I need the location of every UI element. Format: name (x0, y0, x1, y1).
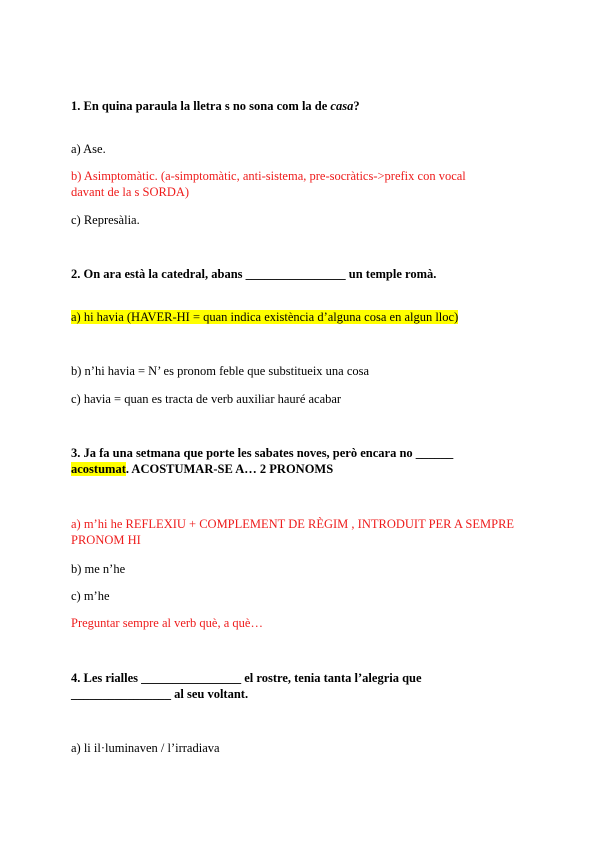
question-3-option-b: b) me n’he (71, 562, 126, 576)
question-3-highlight: acostumat (71, 462, 126, 476)
question-1-title (71, 98, 541, 114)
question-3-title-cont (71, 461, 541, 477)
question-4-title-cont: ________________ al seu voltant. (71, 687, 249, 701)
question-1-title-emphasis: casa (330, 99, 354, 113)
question-2-option-a (71, 309, 541, 325)
question-2-option-c: c) havia = quan es tracta de verb auxiliar hauré acabar (71, 392, 342, 406)
question-4-option-a: a) li il·luminaven / l’irradiava (71, 741, 220, 755)
question-3-option-a: a) m’hi he REFLEXIU + COMPLEMENT DE RÈGIM , INTRODUIT PER A SEMPRE (71, 517, 515, 531)
question-1-title-end: ? (353, 99, 360, 113)
question-1-title-text: 1. En quina paraula la lletra s no sona com la de (71, 99, 331, 113)
question-3-title-rest: . ACOSTUMAR-SE A… 2 PRONOMS (125, 462, 334, 476)
question-2-option-b: b) n’hi havia = N’ es pronom feble que substitueix una cosa (71, 364, 370, 378)
question-1-option-b-cont: davant de la s SORDA) (71, 185, 190, 199)
question-1-option-b: b) Asimptomàtic. (a-simptomàtic, anti-sistema, pre-socràtics->prefix con vocal (71, 169, 466, 183)
question-3-note: Preguntar sempre al verb què, a què… (71, 616, 263, 630)
question-2-option-a-text: a) hi havia (HAVER-HI = quan indica existència d’alguna cosa en algun lloc) (71, 310, 459, 324)
question-3-title: 3. Ja fa una setmana que porte les sabates noves, però encara no ______ (71, 446, 454, 460)
question-2-title: 2. On ara està la catedral, abans ________________ un temple romà. (71, 267, 437, 281)
question-3-option-c: c) m’he (71, 589, 110, 603)
question-4-title: 4. Les rialles ________________ el rostre, tenia tanta l’alegria que (71, 671, 422, 685)
question-3-option-a-cont: PRONOM HI (71, 533, 141, 547)
question-1-option-a: a) Ase. (71, 142, 106, 156)
question-1-option-c: c) Represàlia. (71, 213, 140, 227)
